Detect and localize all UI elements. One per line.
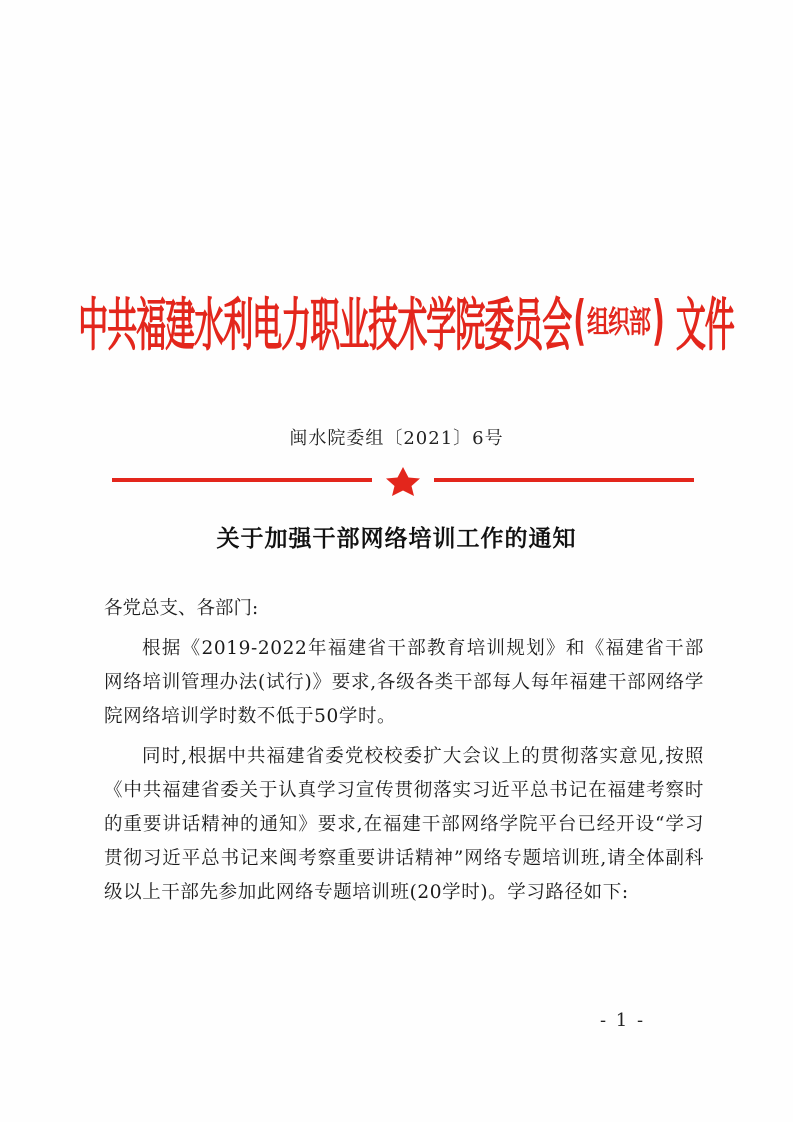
red-separator [112,466,694,496]
body-paragraph-2: 同时,根据中共福建省委党校校委扩大会议上的贯彻落实意见,按照《中共福建省委关于认真学习宣传贯彻落实习近平总书记在福建考察时的重要讲话精神的通知》要求,在福建干部网络学院平台已经开设“学习贯彻习近平总书记来闽考察重要讲话精神”网络专题培训班,请全体副科级以上干部先参加此网络专题培训班(20学时)。学习路径如下: [104,746,704,903]
masthead-suffix: 文件 [675,293,734,360]
masthead-paren-open: ( [573,288,585,352]
body-paragraph-1: 根据《2019-2022年福建省干部教育培训规划》和《福建省干部网络培训管理办法(试行)》要求,各级各类干部每人每年福建干部网络学院网络培训学时数不低于50学时。 [104,638,704,727]
masthead-dept: 组织部 [587,305,651,341]
document-title: 关于加强干部网络培训工作的通知 [216,525,577,552]
separator-left-line [112,478,372,482]
document-number: 闽水院委组〔2021〕6号 [289,428,504,449]
separator-right-line [434,478,694,482]
red-star-icon [386,467,420,496]
masthead [78,280,734,360]
page-number: - 1 - [600,1010,646,1031]
document-body [104,592,704,910]
salutation: 各党总支、各部门: [104,598,259,619]
masthead-paren-close: ) [652,288,664,352]
masthead-org: 中共福建水利电力职业技术学院委员会 [78,293,572,360]
